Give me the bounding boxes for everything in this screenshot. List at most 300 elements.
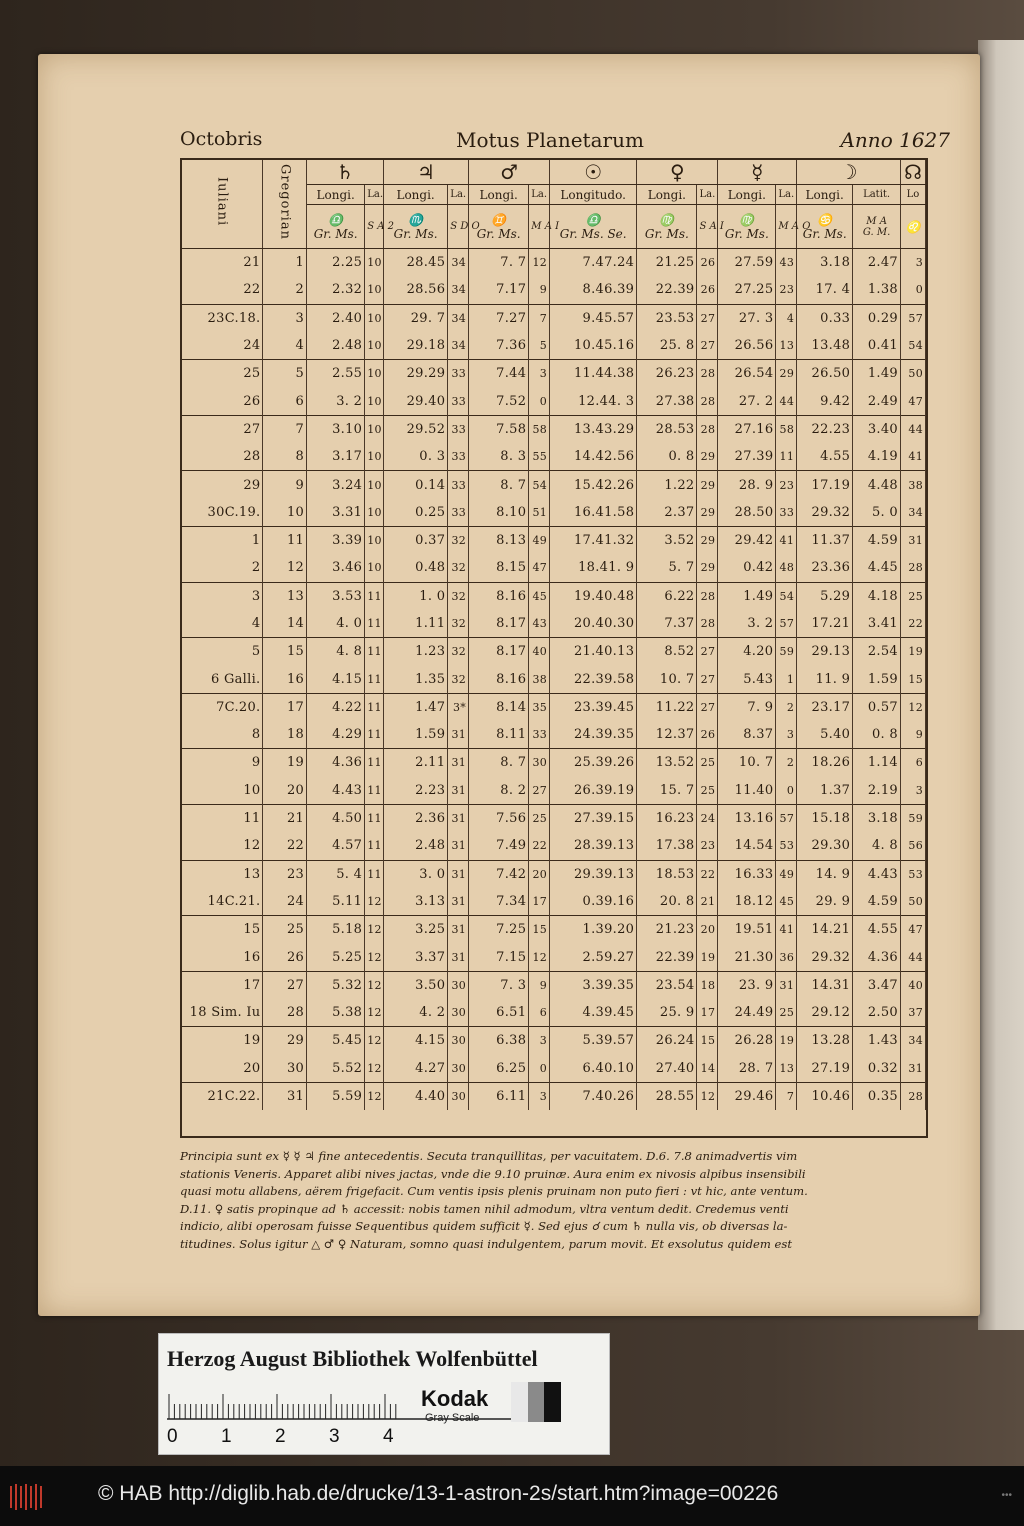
cell-jup: 0.25 <box>383 499 447 527</box>
cell-mer: 11.40 <box>718 777 776 805</box>
cell-sat: 5.52 <box>307 1055 365 1083</box>
cell-marl: 30 <box>529 749 550 777</box>
cell-mar: 6.25 <box>469 1055 529 1083</box>
cell-mar: 6.51 <box>469 999 529 1027</box>
cell-jup: 3.37 <box>383 943 447 971</box>
cell-jup: 0.14 <box>383 471 447 499</box>
venus-sign-unit <box>637 205 697 249</box>
cell-greg: 3 <box>263 304 307 332</box>
cell-marl: 0 <box>529 387 550 415</box>
cell-jupl: 30 <box>448 999 469 1027</box>
cell-jup: 1.47 <box>383 693 447 721</box>
cell-merl: 44 <box>776 387 797 415</box>
cell-satl: 12 <box>365 943 384 971</box>
cell-venl: 23 <box>697 832 718 860</box>
cell-moonl: 4.55 <box>853 916 901 944</box>
ruler-number: 3 <box>329 1426 340 1447</box>
cell-jul: 18 Sim. Iu <box>182 999 263 1027</box>
cell-sun: 7.47.24 <box>550 249 637 277</box>
cell-venl: 25 <box>697 749 718 777</box>
cell-satl: 12 <box>365 916 384 944</box>
cell-moon: 23.17 <box>797 693 853 721</box>
mars-longi-label: Longi. <box>469 185 529 205</box>
cell-mer: 16.33 <box>718 860 776 888</box>
cell-satl: 10 <box>365 276 384 304</box>
cell-sun: 13.43.29 <box>550 415 637 443</box>
cell-marl: 12 <box>529 943 550 971</box>
cell-jupl: 30 <box>448 1027 469 1055</box>
cell-mar: 8.17 <box>469 610 529 638</box>
cell-moon: 17. 4 <box>797 276 853 304</box>
cell-merl: 0 <box>776 777 797 805</box>
cell-jul: 20 <box>182 1055 263 1083</box>
hab-logo-icon <box>8 1482 46 1512</box>
cell-mar: 8.14 <box>469 693 529 721</box>
cell-venl: 25 <box>697 777 718 805</box>
cell-greg: 9 <box>263 471 307 499</box>
cell-satl: 11 <box>365 777 384 805</box>
cell-greg: 14 <box>263 610 307 638</box>
table-row <box>182 1027 926 1055</box>
cell-jupl: 32 <box>448 526 469 554</box>
venus-symbol: ♀ <box>637 160 718 185</box>
cell-marl: 43 <box>529 610 550 638</box>
cell-moonl: 4.59 <box>853 888 901 916</box>
table-row <box>182 415 926 443</box>
cell-jupl: 31 <box>448 943 469 971</box>
cell-mar: 6.38 <box>469 1027 529 1055</box>
cell-sat: 5. 4 <box>307 860 365 888</box>
cell-greg: 20 <box>263 777 307 805</box>
cell-merl: 13 <box>776 332 797 360</box>
cell-sun: 5.39.57 <box>550 1027 637 1055</box>
cell-merl: 25 <box>776 999 797 1027</box>
cell-merl: 33 <box>776 499 797 527</box>
cell-jul: 21 <box>182 249 263 277</box>
note-line: indicio, alibi operosam fuisse Sequentibus quidem sufficit ☿. Sed ejus ☌ cum ♄ nulla vis, ob diversas la- <box>180 1219 788 1233</box>
cell-jup: 1.23 <box>383 638 447 666</box>
cell-sun: 9.45.57 <box>550 304 637 332</box>
cell-jul: 27 <box>182 415 263 443</box>
cell-greg: 5 <box>263 360 307 388</box>
cell-node: 31 <box>900 1055 925 1083</box>
cell-mer: 3. 2 <box>718 610 776 638</box>
cell-marl: 17 <box>529 888 550 916</box>
cell-merl: 4 <box>776 304 797 332</box>
cell-moonl: 4.45 <box>853 554 901 582</box>
cell-moon: 15.18 <box>797 804 853 832</box>
cell-ven: 17.38 <box>637 832 697 860</box>
cell-sun: 16.41.58 <box>550 499 637 527</box>
cell-moon: 5.29 <box>797 582 853 610</box>
sun-sign: ♎ <box>585 212 601 227</box>
cell-greg: 16 <box>263 665 307 693</box>
cell-ven: 12.37 <box>637 721 697 749</box>
cell-greg: 6 <box>263 387 307 415</box>
cell-satl: 10 <box>365 360 384 388</box>
mars-unit: Gr. Ms. <box>476 226 521 241</box>
cell-venl: 27 <box>697 693 718 721</box>
color-reference-card <box>158 1333 610 1455</box>
cell-jul: 14C.21. <box>182 888 263 916</box>
cell-moonl: 1.49 <box>853 360 901 388</box>
cell-ven: 3.52 <box>637 526 697 554</box>
cell-jupl: 34 <box>448 304 469 332</box>
cell-satl: 12 <box>365 888 384 916</box>
node-lo-label: Lo <box>900 185 925 205</box>
cell-jup: 3. 0 <box>383 860 447 888</box>
cell-sun: 7.40.26 <box>550 1082 637 1110</box>
cell-jup: 0.37 <box>383 526 447 554</box>
cell-marl: 3 <box>529 360 550 388</box>
moon-unit: Gr. Ms. <box>802 226 847 241</box>
cell-merl: 31 <box>776 971 797 999</box>
cell-mar: 6.11 <box>469 1082 529 1110</box>
cell-greg: 30 <box>263 1055 307 1083</box>
jupiter-sign: ♏ <box>408 212 424 227</box>
cell-mer: 1.49 <box>718 582 776 610</box>
moon-lat-dir: M A <box>866 215 887 227</box>
cell-moon: 13.28 <box>797 1027 853 1055</box>
cell-merl: 43 <box>776 249 797 277</box>
cell-greg: 11 <box>263 526 307 554</box>
table-row <box>182 916 926 944</box>
gray-swatch <box>511 1382 561 1422</box>
cell-sun: 21.40.13 <box>550 638 637 666</box>
cell-moon: 3.18 <box>797 249 853 277</box>
cell-mar: 8. 3 <box>469 443 529 471</box>
cell-ven: 28.53 <box>637 415 697 443</box>
cell-ven: 28.55 <box>637 1082 697 1110</box>
table-row <box>182 804 926 832</box>
cell-merl: 2 <box>776 693 797 721</box>
ruler-number: 0 <box>167 1426 178 1447</box>
cell-marl: 9 <box>529 276 550 304</box>
cell-sun: 6.40.10 <box>550 1055 637 1083</box>
cell-node: 50 <box>900 360 925 388</box>
cell-mar: 7.25 <box>469 916 529 944</box>
cell-mer: 29.46 <box>718 1082 776 1110</box>
cell-jupl: 34 <box>448 332 469 360</box>
cell-mar: 7. 7 <box>469 249 529 277</box>
cell-node: 37 <box>900 999 925 1027</box>
cell-merl: 57 <box>776 804 797 832</box>
cell-ven: 16.23 <box>637 804 697 832</box>
cell-merl: 41 <box>776 526 797 554</box>
cell-mar: 8.16 <box>469 582 529 610</box>
cell-sun: 15.42.26 <box>550 471 637 499</box>
node-symbol: ☊ <box>900 160 925 185</box>
cell-moonl: 0.32 <box>853 1055 901 1083</box>
note-line: quasi motu allabens, aërem frigefacit. Cum ventis ipsis plenis pruinam non puto fieri : vt hic, ante ventum. <box>180 1184 808 1198</box>
cell-jupl: 31 <box>448 860 469 888</box>
cell-mar: 7.52 <box>469 387 529 415</box>
cell-jupl: 30 <box>448 1082 469 1110</box>
cell-sat: 2.48 <box>307 332 365 360</box>
cell-greg: 24 <box>263 888 307 916</box>
cell-jup: 3.50 <box>383 971 447 999</box>
cell-mer: 14.54 <box>718 832 776 860</box>
cell-merl: 48 <box>776 554 797 582</box>
table-row <box>182 610 926 638</box>
cell-mar: 7.56 <box>469 804 529 832</box>
cell-jupl: 31 <box>448 777 469 805</box>
table-row <box>182 387 926 415</box>
venus-lat-dir: S A I <box>697 205 718 249</box>
cell-node: 44 <box>900 415 925 443</box>
cell-moonl: 4.43 <box>853 860 901 888</box>
cell-greg: 17 <box>263 693 307 721</box>
cell-ven: 27.38 <box>637 387 697 415</box>
table-row <box>182 1055 926 1083</box>
cell-jupl: 30 <box>448 1055 469 1083</box>
cell-jupl: 32 <box>448 610 469 638</box>
cell-greg: 13 <box>263 582 307 610</box>
cell-venl: 29 <box>697 443 718 471</box>
cell-mer: 27. 3 <box>718 304 776 332</box>
table-row <box>182 693 926 721</box>
cell-mer: 27.39 <box>718 443 776 471</box>
saturn-sign: ♎ <box>328 212 344 227</box>
cell-merl: 23 <box>776 471 797 499</box>
jupiter-lat-label: La. <box>448 185 469 205</box>
cell-jupl: 31 <box>448 916 469 944</box>
cell-mer: 8.37 <box>718 721 776 749</box>
cell-jupl: 32 <box>448 665 469 693</box>
cell-venl: 28 <box>697 387 718 415</box>
table-row <box>182 943 926 971</box>
viewer-footer <box>0 1466 1024 1526</box>
cell-venl: 29 <box>697 526 718 554</box>
cell-venl: 28 <box>697 415 718 443</box>
cell-jul: 22 <box>182 276 263 304</box>
cell-sun: 24.39.35 <box>550 721 637 749</box>
cell-moonl: 2.54 <box>853 638 901 666</box>
cell-jup: 4.40 <box>383 1082 447 1110</box>
cell-moon: 14.21 <box>797 916 853 944</box>
cell-node: 38 <box>900 471 925 499</box>
moon-lat-label: Latit. <box>853 185 901 205</box>
cell-sat: 3.53 <box>307 582 365 610</box>
julian-header: Iuliani <box>182 160 263 249</box>
cell-sat: 3.39 <box>307 526 365 554</box>
cell-jup: 1.35 <box>383 665 447 693</box>
cell-node: 12 <box>900 693 925 721</box>
cell-marl: 9 <box>529 971 550 999</box>
cell-sat: 3.46 <box>307 554 365 582</box>
cell-mer: 27.25 <box>718 276 776 304</box>
gregorian-header: Gregorian <box>263 160 307 249</box>
header-month: Octobris <box>180 128 263 150</box>
jupiter-symbol: ♃ <box>383 160 468 185</box>
cell-greg: 2 <box>263 276 307 304</box>
cell-jul: 13 <box>182 860 263 888</box>
table-row <box>182 332 926 360</box>
cell-satl: 11 <box>365 721 384 749</box>
source-link[interactable]: © HAB http://diglib.hab.de/drucke/13-1-astron-2s/start.htm?image=00226 <box>98 1482 779 1505</box>
cell-jupl: 31 <box>448 749 469 777</box>
cell-sat: 5.38 <box>307 999 365 1027</box>
cell-mer: 23. 9 <box>718 971 776 999</box>
cell-venl: 26 <box>697 276 718 304</box>
saturn-lat-dir: S A 2 <box>365 205 384 249</box>
cell-sun: 12.44. 3 <box>550 387 637 415</box>
cell-ven: 25. 9 <box>637 999 697 1027</box>
cell-sat: 3.31 <box>307 499 365 527</box>
cell-moonl: 3.18 <box>853 804 901 832</box>
cell-moon: 10.46 <box>797 1082 853 1110</box>
cell-ven: 22.39 <box>637 943 697 971</box>
cell-ven: 13.52 <box>637 749 697 777</box>
cell-jup: 29. 7 <box>383 304 447 332</box>
cell-ven: 21.25 <box>637 249 697 277</box>
cell-sat: 5.32 <box>307 971 365 999</box>
cell-moonl: 0.35 <box>853 1082 901 1110</box>
cell-moonl: 4.18 <box>853 582 901 610</box>
cell-moon: 11.37 <box>797 526 853 554</box>
cell-sun: 3.39.35 <box>550 971 637 999</box>
cell-mar: 7.15 <box>469 943 529 971</box>
cell-sat: 3. 2 <box>307 387 365 415</box>
cell-sun: 17.41.32 <box>550 526 637 554</box>
page-header <box>180 128 950 156</box>
footer-dots-icon: ••• <box>1001 1490 1012 1501</box>
cell-sat: 3.17 <box>307 443 365 471</box>
cell-mer: 29.42 <box>718 526 776 554</box>
cell-marl: 55 <box>529 443 550 471</box>
cell-marl: 0 <box>529 1055 550 1083</box>
cell-satl: 11 <box>365 610 384 638</box>
cell-ven: 26.24 <box>637 1027 697 1055</box>
cell-moon: 13.48 <box>797 332 853 360</box>
cell-venl: 27 <box>697 638 718 666</box>
mercury-lat-label: La. <box>776 185 797 205</box>
cell-moonl: 2.50 <box>853 999 901 1027</box>
cell-moon: 17.19 <box>797 471 853 499</box>
cell-venl: 28 <box>697 610 718 638</box>
cell-jul: 10 <box>182 777 263 805</box>
cell-moon: 0.33 <box>797 304 853 332</box>
cell-venl: 28 <box>697 360 718 388</box>
cell-jup: 4.27 <box>383 1055 447 1083</box>
adjacent-page-edge <box>978 40 1024 1330</box>
cell-venl: 22 <box>697 860 718 888</box>
moon-longi-label: Longi. <box>797 185 853 205</box>
cell-venl: 27 <box>697 665 718 693</box>
cell-mer: 28. 7 <box>718 1055 776 1083</box>
cell-moonl: 4.19 <box>853 443 901 471</box>
cell-jup: 2.23 <box>383 777 447 805</box>
saturn-sign-unit <box>307 205 365 249</box>
cell-moon: 5.40 <box>797 721 853 749</box>
table-row <box>182 526 926 554</box>
cell-greg: 31 <box>263 1082 307 1110</box>
cell-jupl: 32 <box>448 582 469 610</box>
cell-satl: 11 <box>365 832 384 860</box>
cell-node: 0 <box>900 276 925 304</box>
cell-marl: 45 <box>529 582 550 610</box>
cell-moon: 29.30 <box>797 832 853 860</box>
moon-lat-gm: G. M. <box>862 226 891 238</box>
cell-moonl: 4.36 <box>853 943 901 971</box>
moon-symbol: ☽ <box>797 160 901 185</box>
cell-moon: 9.42 <box>797 387 853 415</box>
institution-label: Herzog August Bibliothek Wolfenbüttel <box>167 1346 538 1371</box>
saturn-unit: Gr. Ms. <box>313 226 358 241</box>
cell-greg: 18 <box>263 721 307 749</box>
cell-moonl: 1.14 <box>853 749 901 777</box>
cell-jupl: 30 <box>448 971 469 999</box>
cell-moonl: 1.43 <box>853 1027 901 1055</box>
cell-merl: 36 <box>776 943 797 971</box>
cell-merl: 54 <box>776 582 797 610</box>
cell-node: 19 <box>900 638 925 666</box>
cell-jup: 4.15 <box>383 1027 447 1055</box>
cell-satl: 12 <box>365 971 384 999</box>
gray-scale-label: Gray Scale <box>425 1412 480 1424</box>
cell-marl: 7 <box>529 304 550 332</box>
cell-greg: 23 <box>263 860 307 888</box>
cell-merl: 1 <box>776 665 797 693</box>
table-row <box>182 360 926 388</box>
cell-jupl: 31 <box>448 721 469 749</box>
cell-sun: 4.39.45 <box>550 999 637 1027</box>
cell-mar: 7.42 <box>469 860 529 888</box>
cell-mer: 28. 9 <box>718 471 776 499</box>
cell-ven: 15. 7 <box>637 777 697 805</box>
cell-jupl: 32 <box>448 638 469 666</box>
cell-sat: 4.36 <box>307 749 365 777</box>
cell-venl: 28 <box>697 582 718 610</box>
saturn-symbol: ♄ <box>307 160 384 185</box>
cell-ven: 7.37 <box>637 610 697 638</box>
cell-mar: 7.34 <box>469 888 529 916</box>
cell-marl: 5 <box>529 332 550 360</box>
cell-merl: 19 <box>776 1027 797 1055</box>
cell-mer: 26.56 <box>718 332 776 360</box>
cell-greg: 21 <box>263 804 307 832</box>
cell-jul: 17 <box>182 971 263 999</box>
cell-sat: 5.18 <box>307 916 365 944</box>
cell-mar: 8.10 <box>469 499 529 527</box>
cell-venl: 20 <box>697 916 718 944</box>
cell-merl: 7 <box>776 1082 797 1110</box>
saturn-lat-label: La. <box>365 185 384 205</box>
cell-greg: 1 <box>263 249 307 277</box>
cell-sat: 4.29 <box>307 721 365 749</box>
cell-greg: 25 <box>263 916 307 944</box>
cell-node: 47 <box>900 387 925 415</box>
cell-jul: 11 <box>182 804 263 832</box>
cell-jul: 12 <box>182 832 263 860</box>
cell-merl: 49 <box>776 860 797 888</box>
cell-jup: 29.29 <box>383 360 447 388</box>
cell-sat: 5.25 <box>307 943 365 971</box>
cell-venl: 26 <box>697 721 718 749</box>
cell-moonl: 3.40 <box>853 415 901 443</box>
cell-moonl: 4.59 <box>853 526 901 554</box>
cell-node: 15 <box>900 665 925 693</box>
cell-jul: 8 <box>182 721 263 749</box>
cell-moon: 29.13 <box>797 638 853 666</box>
cell-satl: 11 <box>365 804 384 832</box>
cell-jupl: 31 <box>448 888 469 916</box>
cell-marl: 3 <box>529 1082 550 1110</box>
table-row <box>182 276 926 304</box>
jupiter-sign-unit <box>383 205 447 249</box>
cell-jup: 2.48 <box>383 832 447 860</box>
cell-moonl: 4.48 <box>853 471 901 499</box>
